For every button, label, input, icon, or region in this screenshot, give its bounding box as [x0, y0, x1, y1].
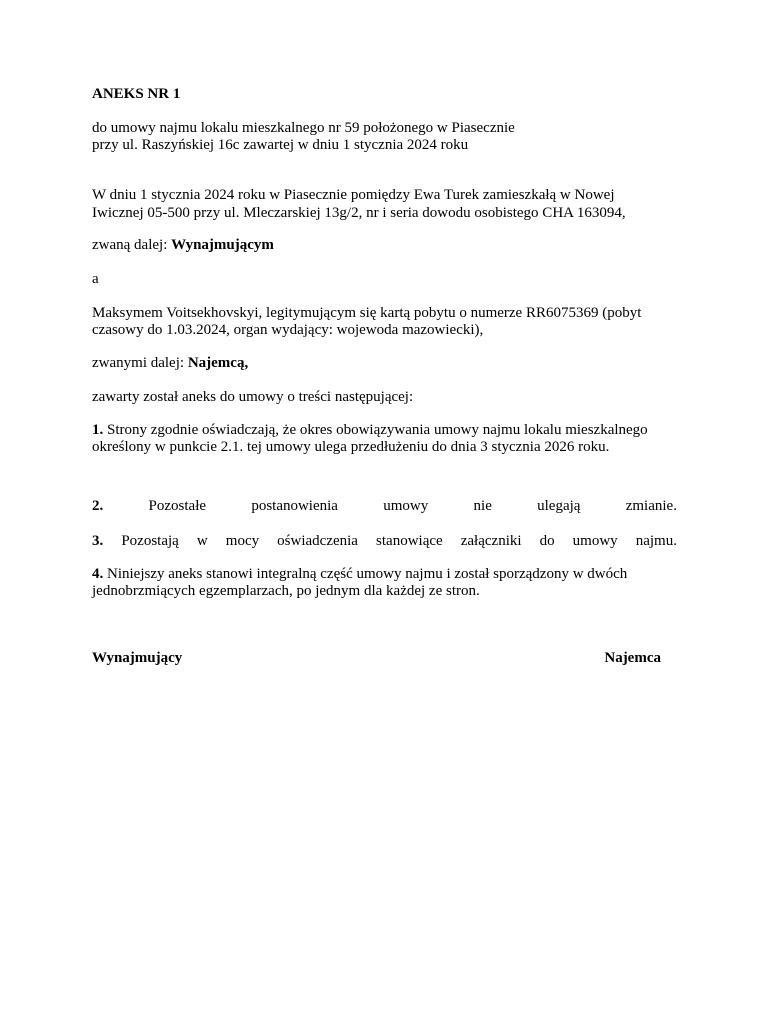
point-1-line-1: [92, 422, 648, 439]
point-1-number: 1.: [92, 422, 104, 438]
point-3-word: Pozostają: [121, 533, 179, 549]
point-1-line-2: określony w punkcie 2.1. tej umowy ulega przedłużeniu do dnia 3 stycznia 2026 roku.: [92, 439, 610, 455]
point-3-word: mocy: [225, 533, 260, 549]
signature-landlord: Wynajmujący: [92, 650, 183, 666]
point-3-word: najmu.: [635, 533, 677, 549]
tenant-line-2: czasowy do 1.03.2024, organ wydający: wojewoda mazowiecki),: [92, 322, 484, 338]
point-2-word: ulegają: [537, 498, 581, 514]
point-1-text: Strony zgodnie oświadczają, że okres obowiązywania umowy najmu lokalu mieszkalnego: [103, 422, 648, 438]
point-2-word: zmianie.: [625, 498, 677, 514]
tenant-line-1: Maksymem Voitsekhovskyi, legitymującym się kartą pobytu o numerze RR6075369 (pobyt: [92, 305, 642, 321]
point-2: [92, 498, 677, 515]
point-3-word: stanowiące: [376, 533, 443, 549]
point-3: [92, 533, 677, 550]
subtitle-line-1: do umowy najmu lokalu mieszkalnego nr 59 położonego w Piasecznie: [92, 120, 515, 136]
conjunction-and: a: [92, 271, 99, 287]
tenant-label: Najemcą,: [187, 355, 249, 371]
signature-tenant: Najemca: [604, 650, 661, 666]
point-2-word: umowy: [383, 498, 429, 514]
point-3-word: w: [196, 533, 208, 549]
point-2-word: postanowienia: [251, 498, 338, 514]
tenant-prefix: zwanymi dalej:: [92, 355, 188, 371]
point-3-number: 3.: [92, 533, 104, 549]
point-3-word: załączniki: [460, 533, 522, 549]
document-title: ANEKS NR 1: [92, 86, 181, 102]
point-3-word: oświadczenia: [277, 533, 358, 549]
intro-line-2: Iwicznej 05-500 przy ul. Mleczarskiej 13g/2, nr i seria dowodu osobistego CHA 163094,: [92, 205, 626, 221]
landlord-prefix: zwaną dalej:: [92, 237, 172, 253]
point-4-number: 4.: [92, 566, 104, 582]
point-2-word: Pozostałe: [148, 498, 207, 514]
intro-line-1: W dniu 1 stycznia 2024 roku w Piasecznie pomiędzy Ewa Turek zamieszkałą w Nowej: [92, 187, 615, 203]
point-4-line-2: jednobrzmiących egzemplarzach, po jednym dla każdej ze stron.: [92, 583, 480, 599]
landlord-label: Wynajmującym: [171, 237, 274, 253]
landlord-designation: [92, 237, 274, 254]
point-3-word: do: [539, 533, 555, 549]
point-4-line-1: [92, 566, 627, 583]
point-4-text: Niniejszy aneks stanowi integralną część umowy najmu i został sporządzony w dwóch: [103, 566, 628, 582]
point-2-number: 2.: [92, 498, 104, 514]
concluded-statement: zawarty został aneks do umowy o treści następującej:: [92, 389, 414, 405]
subtitle-line-2: przy ul. Raszyńskiej 16c zawartej w dniu 1 stycznia 2024 roku: [92, 137, 469, 153]
tenant-designation: [92, 355, 248, 372]
point-3-word: umowy: [572, 533, 618, 549]
point-2-word: nie: [473, 498, 492, 514]
